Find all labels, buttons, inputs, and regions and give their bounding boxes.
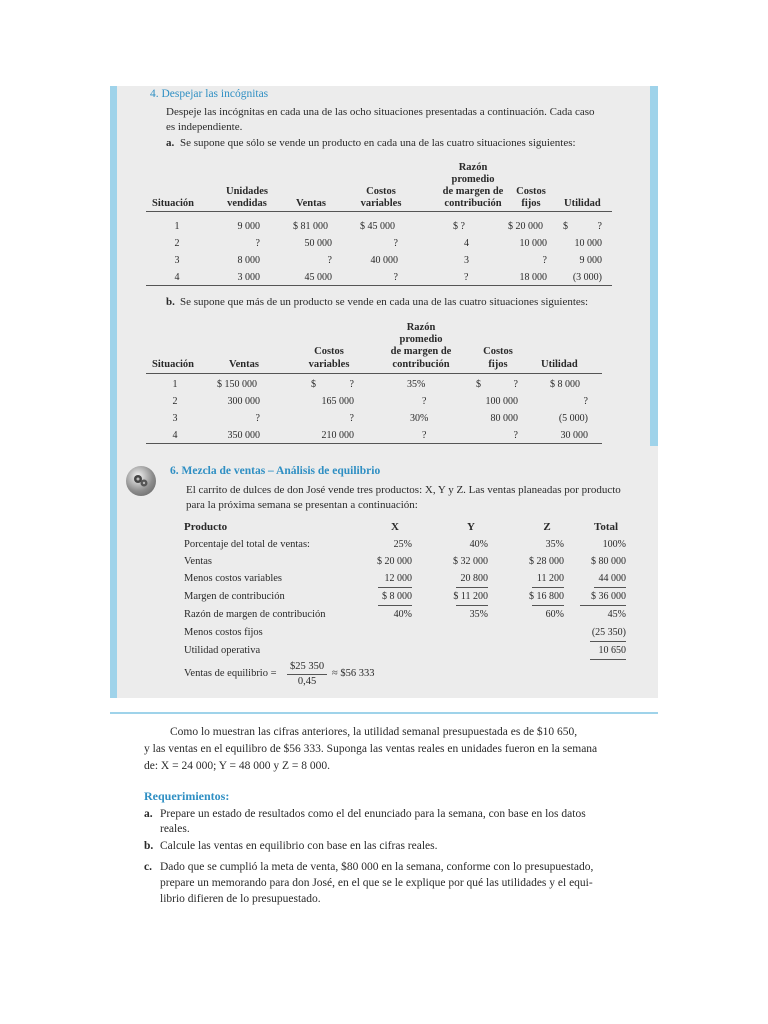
item-b-letter: b. xyxy=(166,296,175,308)
requirement-letter: a. xyxy=(144,808,153,820)
paragraph-line3: de: X = 24 000; Y = 48 000 y Z = 8 000. xyxy=(144,760,330,772)
item-b-text: Se supone que más de un producto se vende en cada una de las cuatro situaciones siguientes: xyxy=(180,296,589,308)
cell: $ 20 000 xyxy=(508,221,543,232)
header-fijos-2: fijos xyxy=(521,198,541,209)
cell: $ 32 000 xyxy=(453,556,488,567)
cell: ? xyxy=(255,238,260,249)
cell: ? xyxy=(327,255,332,266)
subtotal-rule xyxy=(590,641,626,642)
cell: 1 xyxy=(172,379,178,390)
cell: ? xyxy=(422,396,427,407)
cell: (5 000) xyxy=(558,413,588,424)
header-utilidad: Utilidad xyxy=(564,198,601,209)
cell: 300 000 xyxy=(227,396,260,407)
header-razon-2: promedio xyxy=(451,174,495,185)
cell: 18 000 xyxy=(519,272,547,283)
requirement-text-line1: Dado que se cumplió la meta de venta, $80 000 en la semana, conforme con lo presupuestado, xyxy=(160,861,594,873)
cell: ? xyxy=(597,221,602,232)
cell: 4 xyxy=(172,430,178,441)
cell: $ 16 800 xyxy=(529,591,564,602)
left-accent-bar xyxy=(110,86,117,698)
cell: 35% xyxy=(407,379,426,390)
exercise-4-number: 4. xyxy=(150,88,159,100)
exercise-4-intro-line2: es independiente. xyxy=(166,121,243,133)
cell: 3 xyxy=(464,255,469,266)
cell: $ xyxy=(476,379,481,390)
cell: 2 xyxy=(172,396,178,407)
cell: 35% xyxy=(469,609,488,620)
header-z: Z xyxy=(543,521,551,533)
equilibrium-result: ≈ $56 333 xyxy=(332,668,375,679)
cell: $ 8 000 xyxy=(382,591,412,602)
cell: ? xyxy=(464,272,469,283)
cell: ? xyxy=(583,396,588,407)
cell: 10 650 xyxy=(598,645,626,656)
subtotal-rule xyxy=(532,587,564,588)
table-b-rule xyxy=(146,373,602,374)
exercise-6-title: Mezcla de ventas – Análisis de equilibrio xyxy=(181,465,381,477)
cell: $ 80 000 xyxy=(591,556,626,567)
cell: $ 8 000 xyxy=(550,379,580,390)
cell: ? xyxy=(349,413,354,424)
cell: 1 xyxy=(174,221,180,232)
header-costos-1: Costos xyxy=(366,186,396,197)
cell: 30 000 xyxy=(560,430,588,441)
cell: 4 xyxy=(174,272,180,283)
row-label: Razón de margen de contribución xyxy=(184,609,326,620)
header-unidades-1: Unidades xyxy=(225,186,268,197)
header-razon-1: Razón xyxy=(458,162,488,173)
header-costos-2: variables xyxy=(360,198,402,209)
header-utilidad: Utilidad xyxy=(541,359,578,370)
cell: 9 000 xyxy=(237,221,260,232)
header-x: X xyxy=(391,521,399,533)
table-a-rule xyxy=(146,211,612,212)
cell: 350 000 xyxy=(227,430,260,441)
header-producto: Producto xyxy=(184,521,228,533)
gears-icon xyxy=(126,466,156,496)
paragraph-line1: Como lo muestran las cifras anteriores, la utilidad semanal presupuestada es de $10 650, xyxy=(170,726,578,738)
cell: 35% xyxy=(545,539,564,550)
cell: 40 000 xyxy=(370,255,398,266)
cell: ? xyxy=(349,379,354,390)
cell: ? xyxy=(513,430,518,441)
cell: $ 45 000 xyxy=(360,221,395,232)
requirement-text-line2: prepare un memorando para don José, en el que se le explique por qué las utilidades y el equi- xyxy=(160,877,593,889)
equilibrium-numerator: $25 350 xyxy=(289,661,325,672)
total-rule xyxy=(580,605,626,606)
paragraph-line2: y las ventas en el equilibro de $56 333. Suponga las ventas reales en unidades fueron en la semana xyxy=(144,743,598,755)
subtotal-rule xyxy=(594,587,626,588)
cell: ? xyxy=(422,430,427,441)
cell: 2 xyxy=(174,238,180,249)
cell: 12 000 xyxy=(384,573,412,584)
exercise-6-intro-line2: para la próxima semana se presentan a continuación: xyxy=(186,499,418,511)
cell: 165 000 xyxy=(321,396,354,407)
header-razon-3: de margen de xyxy=(442,186,504,197)
cell: 25% xyxy=(393,539,412,550)
exercise-6-intro-line1: El carrito de dulces de don José vende tres productos: X, Y y Z. Las ventas planeadas por producto xyxy=(186,484,621,496)
fraction-bar xyxy=(287,674,327,675)
cell: $ 150 000 xyxy=(217,379,257,390)
cell: 45 000 xyxy=(304,272,332,283)
cell: 8 000 xyxy=(237,255,260,266)
cell: 80 000 xyxy=(490,413,518,424)
cell: 50 000 xyxy=(304,238,332,249)
row-label: Margen de contribución xyxy=(184,591,285,602)
requirement-text-line1: Prepare un estado de resultados como el del enunciado para la semana, con base en los datos xyxy=(160,808,586,820)
cell: 10 000 xyxy=(574,238,602,249)
table-b-bottom-rule xyxy=(146,443,602,444)
header-razon-4: contribución xyxy=(392,359,450,370)
header-fijos-1: Costos xyxy=(483,346,513,357)
cell: ? xyxy=(393,238,398,249)
requirements-title: Requerimientos: xyxy=(144,789,230,803)
row-label: Menos costos variables xyxy=(184,573,282,584)
exercise-4-intro-line1: Despeje las incógnitas en cada una de las ocho situaciones presentadas a continuación. Cada caso xyxy=(166,106,595,118)
cell: 9 000 xyxy=(579,255,602,266)
cell: 11 200 xyxy=(536,573,564,584)
subtotal-rule xyxy=(456,587,488,588)
table-a-bottom-rule xyxy=(146,285,612,286)
cell: 20 800 xyxy=(460,573,488,584)
cell: $ 28 000 xyxy=(529,556,564,567)
cell: 40% xyxy=(469,539,488,550)
cell: $ 81 000 xyxy=(293,221,328,232)
cell: 3 000 xyxy=(237,272,260,283)
cell: 45% xyxy=(607,609,626,620)
total-rule xyxy=(378,605,412,606)
cell: ? xyxy=(393,272,398,283)
exercise-4-heading xyxy=(150,88,268,100)
header-ventas: Ventas xyxy=(229,359,259,370)
header-razon-2: promedio xyxy=(399,334,443,345)
header-unidades-2: vendidas xyxy=(227,198,267,209)
header-ventas: Ventas xyxy=(296,198,326,209)
row-label: Ventas xyxy=(184,556,212,567)
requirement-text-line1: Calcule las ventas en equilibrio con base en las cifras reales. xyxy=(160,840,438,852)
cell: 3 xyxy=(172,413,178,424)
cell: $ xyxy=(563,221,568,232)
section-separator xyxy=(110,712,658,714)
cell: ? xyxy=(542,255,547,266)
cell: 40% xyxy=(393,609,412,620)
item-a-text: Se supone que sólo se vende un producto en cada una de las cuatro situaciones siguientes: xyxy=(180,137,576,149)
cell: 100 000 xyxy=(485,396,518,407)
item-a-letter: a. xyxy=(166,137,175,149)
cell: $ xyxy=(311,379,316,390)
exercise-6-number: 6. xyxy=(170,465,179,477)
cell: 44 000 xyxy=(598,573,626,584)
exercise-4-title: Despejar las incógnitas xyxy=(161,88,269,100)
exercise-6-heading xyxy=(170,465,380,477)
header-fijos-1: Costos xyxy=(516,186,546,197)
cell: 100% xyxy=(602,539,626,550)
total-rule xyxy=(532,605,564,606)
total-rule xyxy=(456,605,488,606)
row-label: Menos costos fijos xyxy=(184,627,263,638)
cell: ? xyxy=(513,379,518,390)
equilibrium-label: Ventas de equilibrio = xyxy=(184,668,277,679)
cell: 3 xyxy=(174,255,180,266)
exercise-panel xyxy=(110,86,658,698)
cell: (3 000) xyxy=(572,272,602,283)
cell: 210 000 xyxy=(321,430,354,441)
header-situacion: Situación xyxy=(152,359,195,370)
requirement-letter: c. xyxy=(144,861,152,873)
requirement-text-line2: reales. xyxy=(160,823,190,835)
header-razon-1: Razón xyxy=(406,322,436,333)
cell: $ 20 000 xyxy=(377,556,412,567)
subtotal-rule xyxy=(378,587,412,588)
requirement-letter: b. xyxy=(144,840,154,852)
header-costos-2: variables xyxy=(308,359,350,370)
cell: (25 350) xyxy=(591,627,626,638)
cell: $ 36 000 xyxy=(591,591,626,602)
header-total: Total xyxy=(594,521,619,533)
cell: 10 000 xyxy=(519,238,547,249)
requirement-text-line3: librio difieren de lo presupuestado. xyxy=(160,893,321,905)
cell: 30% xyxy=(410,413,429,424)
header-razon-3: de margen de xyxy=(390,346,452,357)
header-fijos-2: fijos xyxy=(488,359,508,370)
cell: 60% xyxy=(545,609,564,620)
cell: $ 11 200 xyxy=(453,591,488,602)
equilibrium-denominator: 0,45 xyxy=(297,676,317,687)
cell: ? xyxy=(255,413,260,424)
cell: 4 xyxy=(464,238,469,249)
row-label: Porcentaje del total de ventas: xyxy=(184,539,310,550)
right-accent-bar xyxy=(650,86,658,446)
cell: $ ? xyxy=(453,221,465,232)
header-costos-1: Costos xyxy=(314,346,344,357)
row-label: Utilidad operativa xyxy=(184,645,261,656)
header-situacion: Situación xyxy=(152,198,195,209)
header-y: Y xyxy=(467,521,475,533)
header-razon-4: contribución xyxy=(444,198,502,209)
total-rule xyxy=(590,659,626,660)
